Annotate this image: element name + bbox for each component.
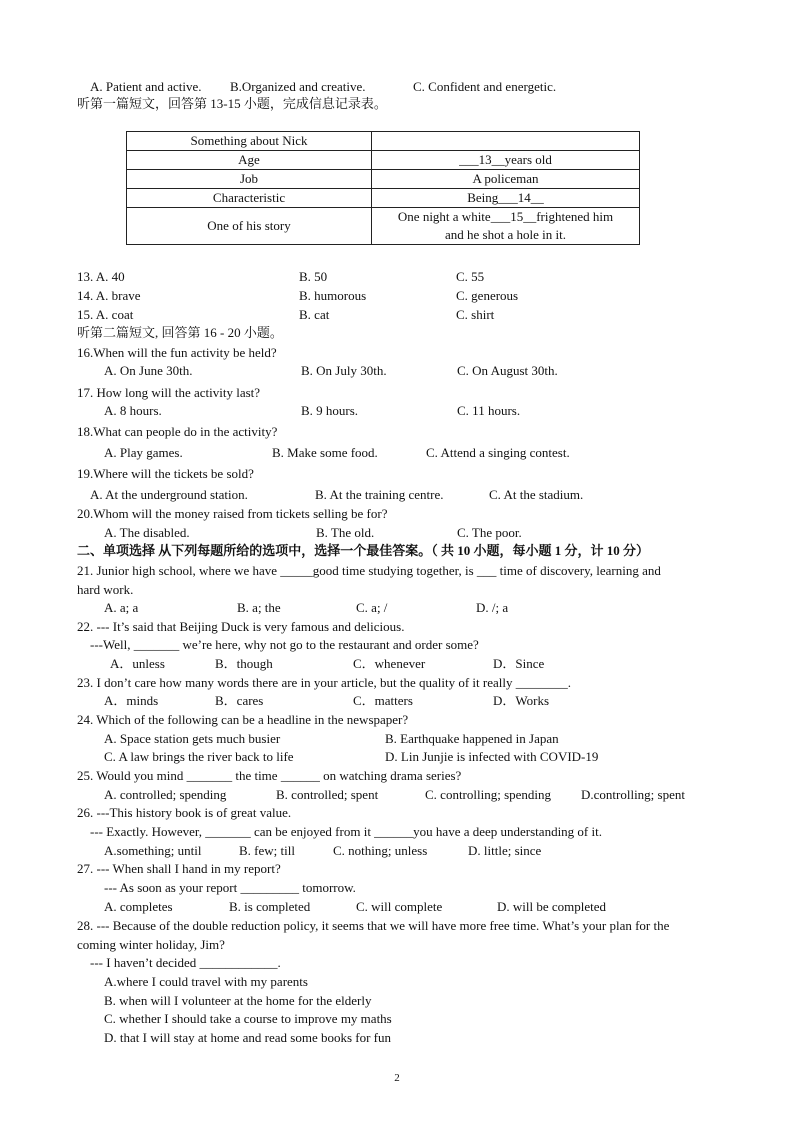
q19-option-a: A. At the underground station. bbox=[90, 487, 248, 502]
q18-option-a: A. Play games. bbox=[104, 445, 183, 460]
section1-intro: 听第一篇短文，回答第 13-15 小题，完成信息记录表。 bbox=[77, 96, 387, 111]
q18-option-b: B. Make some food. bbox=[272, 445, 378, 460]
q28-option-d: D. that I will stay at home and read some books for fun bbox=[104, 1030, 392, 1045]
q17-option-b: B. 9 hours. bbox=[301, 403, 359, 418]
q27-option-d: D. will be completed bbox=[497, 899, 607, 914]
q25-option-b: B. controlled; spent bbox=[276, 787, 379, 802]
q23-option-a: A．minds bbox=[104, 693, 159, 708]
q26-option-b: B. few; till bbox=[239, 843, 295, 858]
q13-option-c: C. 55 bbox=[456, 269, 485, 284]
q23-option-b: B．cares bbox=[215, 693, 264, 708]
q27-option-c: C. will complete bbox=[356, 899, 443, 914]
page-number: 2 bbox=[394, 1072, 400, 1084]
q12-option-a: A. Patient and active. bbox=[90, 79, 202, 94]
q25-stem: 25. Would you mind _______ the time ______ on watching drama series? bbox=[77, 768, 462, 783]
q13-option-a: 13. A. 40 bbox=[77, 269, 125, 284]
q15-option-b: B. cat bbox=[299, 307, 330, 322]
q20-option-b: B. The old. bbox=[316, 525, 375, 540]
q27-option-a: A. completes bbox=[104, 899, 173, 914]
table-cell: A policeman bbox=[372, 170, 640, 189]
q20-option-c: C. The poor. bbox=[457, 525, 522, 540]
table-cell: Job bbox=[127, 170, 372, 189]
q23-option-d: D．Works bbox=[493, 693, 550, 708]
q17-stem: 17. How long will the activity last? bbox=[77, 385, 261, 400]
q13-option-b: B. 50 bbox=[299, 269, 328, 284]
q22-stem-line1: 22. --- It’s said that Beijing Duck is very famous and delicious. bbox=[77, 619, 405, 634]
q25-option-a: A. controlled; spending bbox=[104, 787, 227, 802]
q21-option-c: C. a; / bbox=[356, 600, 388, 615]
q24-stem: 24. Which of the following can be a headline in the newspaper? bbox=[77, 712, 409, 727]
q14-option-c: C. generous bbox=[456, 288, 519, 303]
q18-stem: 18.What can people do in the activity? bbox=[77, 424, 278, 439]
q25-option-d: D.controlling; spent bbox=[581, 787, 685, 802]
table-header-right bbox=[372, 132, 640, 151]
q27-stem-line1: 27. --- When shall I hand in my report? bbox=[77, 861, 281, 876]
q26-option-c: C. nothing; unless bbox=[333, 843, 428, 858]
q14-option-b: B. humorous bbox=[299, 288, 367, 303]
q23-option-c: C．matters bbox=[353, 693, 413, 708]
table-row bbox=[127, 170, 640, 189]
q26-stem-line2: --- Exactly. However, _______ can be enjoyed from it ______you have a deep understanding of it. bbox=[90, 824, 602, 839]
q21-stem-line1: 21. Junior high school, where we have _____good time studying together, is ___ time of discovery, learning and bbox=[77, 563, 661, 578]
table-cell: Age bbox=[127, 151, 372, 170]
q22-option-c: C．whenever bbox=[353, 656, 426, 671]
q28-stem-line2: coming winter holiday, Jim? bbox=[77, 937, 225, 952]
q20-stem: 20.Whom will the money raised from tickets selling be for? bbox=[77, 506, 388, 521]
q14-option-a: 14. A. brave bbox=[77, 288, 141, 303]
q16-stem: 16.When will the fun activity be held? bbox=[77, 345, 277, 360]
table-cell: One of his story bbox=[127, 208, 372, 245]
q21-option-a: A. a; a bbox=[104, 600, 139, 615]
q15-option-a: 15. A. coat bbox=[77, 307, 134, 322]
info-record-table bbox=[126, 131, 640, 245]
section2-intro: 听第二篇短文, 回答第 16 - 20 小题。 bbox=[77, 325, 283, 340]
table-cell: ___13__years old bbox=[372, 151, 640, 170]
table-row bbox=[127, 151, 640, 170]
q27-stem-line2: --- As soon as your report _________ tomorrow. bbox=[104, 880, 356, 895]
table-cell-line: and he shot a hole in it. bbox=[445, 227, 566, 242]
q18-option-c: C. Attend a singing contest. bbox=[426, 445, 570, 460]
q19-option-c: C. At the stadium. bbox=[489, 487, 584, 502]
q16-option-c: C. On August 30th. bbox=[457, 363, 558, 378]
q28-stem-line3: --- I haven’t decided ____________. bbox=[90, 955, 281, 970]
q24-option-c: C. A law brings the river back to life bbox=[104, 749, 294, 764]
q19-option-b: B. At the training centre. bbox=[315, 487, 444, 502]
q22-stem-line2: ---Well, _______ we’re here, why not go to the restaurant and order some? bbox=[90, 637, 479, 652]
table-cell: Being___14__ bbox=[372, 189, 640, 208]
q28-option-c: C. whether I should take a course to improve my maths bbox=[104, 1011, 392, 1026]
q16-option-a: A. On June 30th. bbox=[104, 363, 193, 378]
table-row bbox=[127, 189, 640, 208]
q22-option-b: B．though bbox=[215, 656, 273, 671]
q25-option-c: C. controlling; spending bbox=[425, 787, 552, 802]
q20-option-a: A. The disabled. bbox=[104, 525, 190, 540]
q17-option-c: C. 11 hours. bbox=[457, 403, 521, 418]
q21-option-d: D. /; a bbox=[476, 600, 509, 615]
q21-stem-line2: hard work. bbox=[77, 582, 134, 597]
q12-option-b: B.Organized and creative. bbox=[230, 79, 366, 94]
q26-option-d: D. little; since bbox=[468, 843, 542, 858]
q23-stem: 23. I don’t care how many words there are in your article, but the quality of it really ________. bbox=[77, 675, 571, 690]
q16-option-b: B. On July 30th. bbox=[301, 363, 387, 378]
q22-option-d: D．Since bbox=[493, 656, 545, 671]
q12-option-c: C. Confident and energetic. bbox=[413, 79, 557, 94]
q21-option-b: B. a; the bbox=[237, 600, 281, 615]
q26-option-a: A.something; until bbox=[104, 843, 202, 858]
q19-stem: 19.Where will the tickets be sold? bbox=[77, 466, 254, 481]
table-cell: Characteristic bbox=[127, 189, 372, 208]
q28-stem-line1: 28. --- Because of the double reduction policy, it seems that we will have more free time. What’s your plan for the bbox=[77, 918, 670, 933]
q27-option-b: B. is completed bbox=[229, 899, 311, 914]
q24-option-d: D. Lin Junjie is infected with COVID-19 bbox=[385, 749, 599, 764]
q22-option-a: A．unless bbox=[110, 656, 165, 671]
q17-option-a: A. 8 hours. bbox=[104, 403, 162, 418]
q28-option-b: B. when will I volunteer at the home for the elderly bbox=[104, 993, 372, 1008]
table-row bbox=[127, 132, 640, 151]
q24-option-b: B. Earthquake happened in Japan bbox=[385, 731, 559, 746]
table-cell-line: One night a white___15__frightened him bbox=[397, 209, 614, 224]
q28-option-a: A.where I could travel with my parents bbox=[104, 974, 308, 989]
q26-stem-line1: 26. ---This history book is of great value. bbox=[77, 805, 292, 820]
table-row bbox=[127, 208, 640, 245]
q24-option-a: A. Space station gets much busier bbox=[104, 731, 281, 746]
table-cell bbox=[372, 208, 640, 245]
part2-heading: 二、单项选择 从下列每题所给的选项中，选择一个最佳答案。（ 共 10 小题，每小题 1 分，计 10 分） bbox=[77, 543, 650, 558]
q15-option-c: C. shirt bbox=[456, 307, 495, 322]
table-header-left: Something about Nick bbox=[127, 132, 372, 151]
